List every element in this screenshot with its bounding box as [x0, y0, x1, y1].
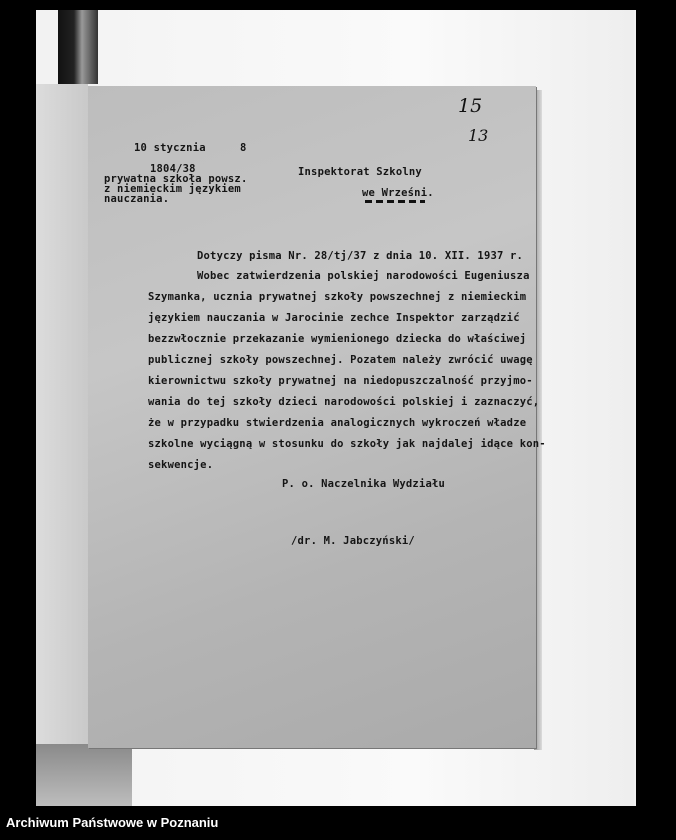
- body-line: wania do tej szkoły dzieci narodowości polskiej i zaznaczyć,: [148, 396, 540, 408]
- reference-number: 1804/38: [150, 163, 196, 175]
- body-line: że w przypadku stwierdzenia analogicznych wykroczeń władze: [148, 417, 527, 429]
- body-line: publicznej szkoły powszechnej. Pozatem należy zwrócić uwagę: [148, 354, 533, 366]
- binding-spine: [58, 10, 98, 84]
- addressee-underline: [365, 200, 425, 203]
- signature-name: /dr. M. Jabczyński/: [291, 535, 415, 547]
- body-line: szkolne wyciągną w stosunku do szkoły jak najdalej idące kon-: [148, 438, 546, 450]
- body-line: Dotyczy pisma Nr. 28/tj/37 z dnia 10. XII. 1937 r.: [197, 250, 524, 262]
- handwritten-number-1: 15: [458, 95, 483, 117]
- subject-line-3: nauczania.: [104, 193, 170, 205]
- left-page-strip: [36, 84, 88, 744]
- body-line: Szymanka, ucznia prywatnej szkoły powszechnej z niemieckim: [148, 291, 527, 303]
- body-line: sekwencje.: [148, 459, 214, 471]
- body-line: bezzwłocznie przekazanie wymienionego dziecka do właściwej: [148, 333, 527, 345]
- archive-label: Archiwum Państwowe w Poznaniu: [6, 815, 219, 830]
- subject-line-1: prywatna szkoła powsz.: [104, 173, 248, 185]
- document-date: 10 stycznia: [134, 142, 206, 154]
- subject-line-2: z niemieckim językiem: [104, 183, 241, 195]
- body-line: językiem nauczania w Jarocinie zechce Inspektor zarządzić: [148, 312, 520, 324]
- body-line: kierownictwu szkoły prywatnej na niedopuszczalność przyjmo-: [148, 375, 533, 387]
- addressee-line-2: we Wrześni.: [362, 187, 434, 199]
- handwritten-number-2: 13: [468, 126, 489, 145]
- document-date-number: 8: [240, 142, 247, 154]
- addressee-line-1: Inspektorat Szkolny: [298, 166, 422, 178]
- bottom-shadow: [36, 744, 132, 806]
- body-line: Wobec zatwierdzenia polskiej narodowości Eugeniusza: [197, 270, 530, 282]
- signature-title: P. o. Naczelnika Wydziału: [282, 478, 446, 490]
